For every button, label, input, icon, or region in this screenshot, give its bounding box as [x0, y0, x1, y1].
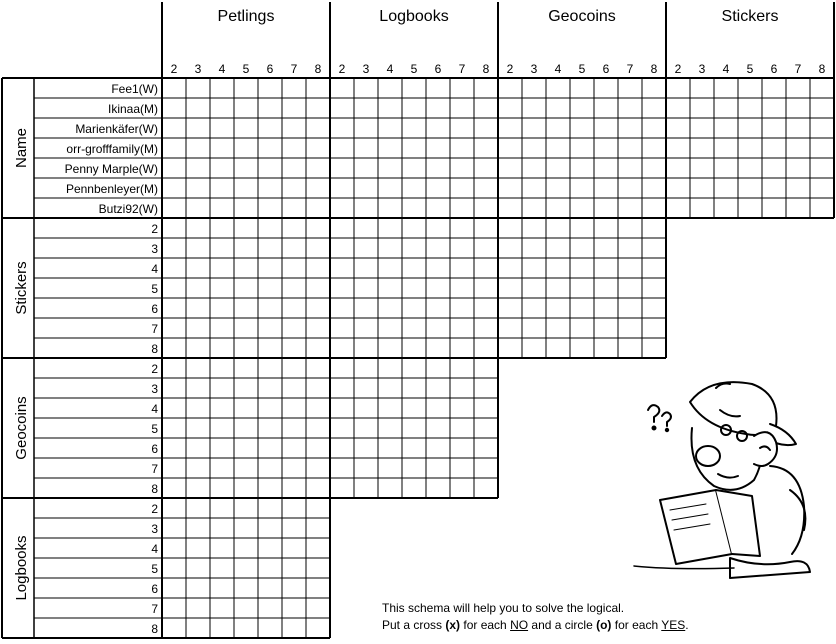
row-label: orr-grofffamily(M) — [66, 142, 158, 156]
column-value-label: 7 — [290, 62, 298, 76]
row-group-title-logbooks: Logbooks — [13, 535, 30, 601]
question-mark-icon-2 — [662, 412, 671, 426]
column-value-label: 8 — [314, 62, 322, 76]
column-value-label: 6 — [266, 62, 274, 76]
row-label: Pennbenleyer(M) — [65, 182, 158, 196]
column-value-label: 5 — [746, 62, 754, 76]
column-value-label: 7 — [458, 62, 466, 76]
column-value-label: 4 — [218, 62, 226, 76]
row-label: 8 — [151, 342, 158, 356]
row-label: 8 — [151, 482, 158, 496]
column-value-label: 8 — [482, 62, 490, 76]
question-dot-icon — [653, 427, 656, 430]
row-label: Butzi92(W) — [98, 202, 158, 216]
column-value-label: 2 — [674, 62, 682, 76]
row-group-title-name: Name — [13, 127, 30, 169]
column-value-label: 5 — [578, 62, 586, 76]
row-label: 2 — [151, 222, 158, 236]
instruction-line-1: This schema will help you to solve the logical. — [382, 601, 625, 615]
instr-text-a: Put a cross — [382, 618, 446, 632]
row-label: 4 — [151, 402, 158, 416]
column-value-label: 5 — [410, 62, 418, 76]
instr-text-c: and a circle — [528, 618, 597, 632]
row-label: 2 — [151, 362, 158, 376]
column-value-label: 3 — [362, 62, 370, 76]
row-label: 2 — [151, 502, 158, 516]
row-group-title-geocoins: Geocoins — [13, 396, 30, 460]
row-label: 6 — [151, 582, 158, 596]
cartoon-person-reading-icon — [630, 370, 830, 580]
row-label: Fee1(W) — [111, 82, 158, 96]
row-label: 3 — [151, 242, 158, 256]
yes-word: YES — [661, 618, 686, 632]
column-value-label: 5 — [242, 62, 250, 76]
column-value-label: 6 — [602, 62, 610, 76]
question-mark-icon — [648, 405, 659, 422]
column-value-label: 2 — [506, 62, 514, 76]
column-value-label: 4 — [722, 62, 730, 76]
cross-symbol: (x) — [445, 618, 461, 632]
instr-text-b: for each — [460, 618, 511, 632]
column-value-label: 6 — [770, 62, 778, 76]
row-label: 5 — [151, 562, 158, 576]
row-label: 5 — [151, 422, 158, 436]
column-header-petlings: Petlings — [217, 8, 275, 25]
row-group-title-stickers: Stickers — [13, 261, 30, 315]
column-value-label: 4 — [554, 62, 562, 76]
row-label: 7 — [151, 462, 158, 476]
body-icon — [770, 466, 804, 554]
row-label: 6 — [151, 442, 158, 456]
instr-text-d: for each — [611, 618, 662, 632]
row-label: Marienkäfer(W) — [75, 122, 158, 136]
column-value-label: 4 — [386, 62, 394, 76]
legs-icon — [730, 558, 810, 578]
no-word: NO — [510, 618, 529, 632]
column-header-logbooks: Logbooks — [379, 8, 449, 25]
row-label: 8 — [151, 622, 158, 636]
row-label: 7 — [151, 602, 158, 616]
instructions — [382, 600, 689, 634]
column-value-label: 8 — [650, 62, 658, 76]
column-header-stickers: Stickers — [721, 8, 779, 25]
row-label: 4 — [151, 542, 158, 556]
row-label: 7 — [151, 322, 158, 336]
circle-symbol: (o) — [596, 618, 612, 632]
row-label: 6 — [151, 302, 158, 316]
hand-icon — [754, 432, 777, 466]
instruction-line-2 — [382, 617, 689, 634]
cap-icon — [690, 382, 777, 435]
column-value-label: 3 — [530, 62, 538, 76]
instr-text-e: . — [685, 618, 689, 632]
column-value-label: 3 — [698, 62, 706, 76]
column-value-label: 6 — [434, 62, 442, 76]
row-label: Ikinaa(M) — [107, 102, 158, 116]
row-label: 3 — [151, 522, 158, 536]
column-value-label: 8 — [818, 62, 826, 76]
question-dot-icon-2 — [666, 429, 668, 431]
column-value-label: 7 — [794, 62, 802, 76]
column-header-geocoins: Geocoins — [548, 8, 616, 25]
row-label: 3 — [151, 382, 158, 396]
column-value-label: 3 — [194, 62, 202, 76]
column-value-label: 2 — [170, 62, 178, 76]
row-label: 4 — [151, 262, 158, 276]
column-value-label: 2 — [338, 62, 346, 76]
row-label: Penny Marple(W) — [64, 162, 158, 176]
column-value-label: 7 — [626, 62, 634, 76]
row-label: 5 — [151, 282, 158, 296]
